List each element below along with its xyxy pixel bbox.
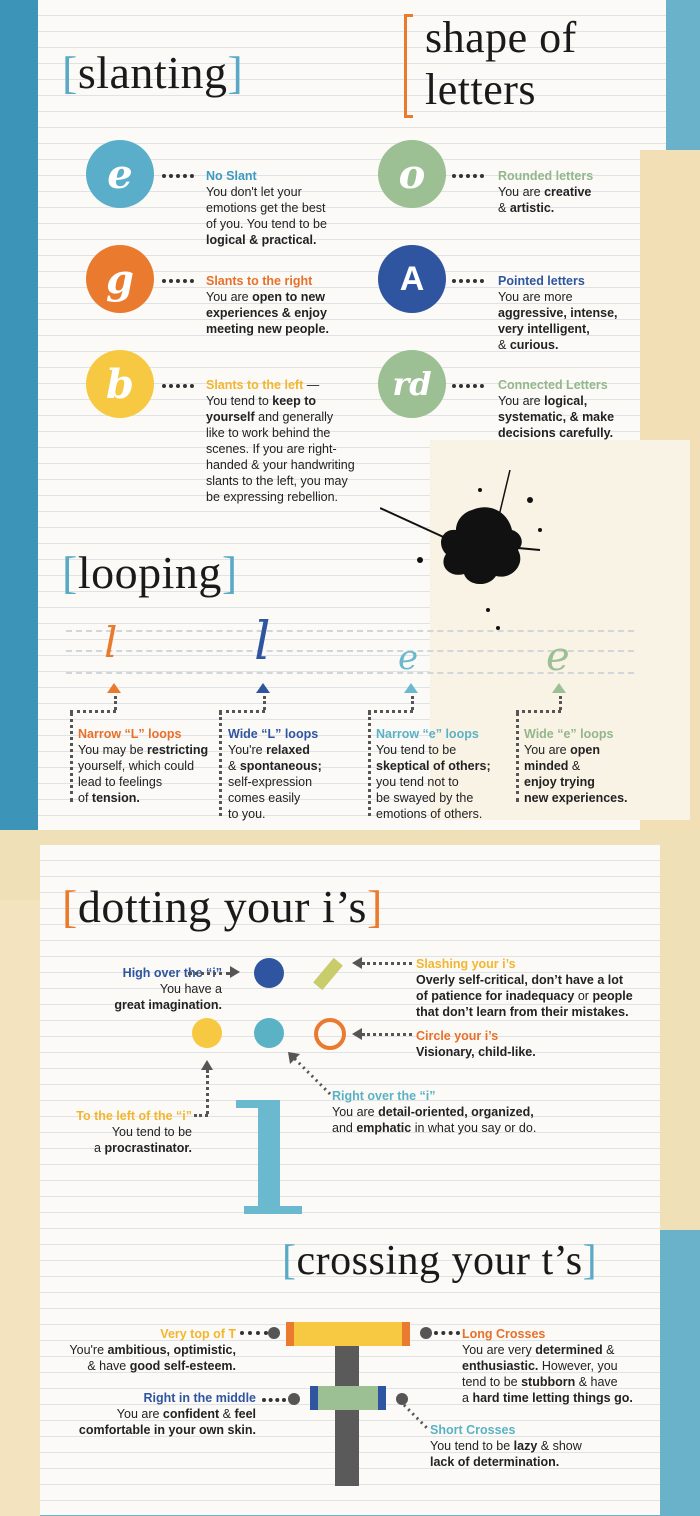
background-paper-lower-left xyxy=(0,900,40,1516)
short-crosses-connector xyxy=(400,1403,432,1433)
wide-e-glyph: e xyxy=(546,634,570,680)
dotted-connector xyxy=(411,696,414,710)
narrow-e-glyph: e xyxy=(398,638,419,678)
long-crosses-desc: Long Crosses You are very determined & enthusiastic. However, you tend to be stubborn & have a hard time letting things go. xyxy=(462,1327,633,1405)
dotted-connector xyxy=(263,696,266,710)
very-top-desc: Very top of T You're ambitious, optimistic, & have good self-esteem. xyxy=(69,1327,236,1373)
shape-connected-desc: Connected Letters You are logical, systematic, & make decisions carefully. xyxy=(498,378,615,440)
crossing-heading: [crossing your t’s] xyxy=(282,1238,598,1284)
slanting-heading: [slanting] xyxy=(62,47,244,98)
wide-l-desc: Wide “L” loops You're relaxed & spontaneous; self-expression comes easily to you. xyxy=(228,727,322,821)
dotted-connector xyxy=(240,1331,268,1335)
dotted-connector xyxy=(114,696,117,710)
dotted-connector xyxy=(70,710,116,713)
shape-connected-circle: rd xyxy=(378,350,446,418)
right-in-middle-desc: Right in the middle You are confident & feel comfortable in your own skin. xyxy=(78,1391,256,1437)
circle-dot xyxy=(314,1018,346,1050)
slant-left-desc: Slants to the left — You tend to keep to yourself and generally like to work behind the scenes. If you are right- handed & your handwriting slants to the left, you may be expressing rebellion. xyxy=(206,378,355,504)
right-dot xyxy=(254,1018,284,1048)
narrow-e-desc: Narrow “e” loops You tend to be skeptical of others; you tend not to be swayed by the emotions of others. xyxy=(376,727,491,821)
dotted-connector xyxy=(70,712,73,802)
dotted-connector xyxy=(162,384,194,388)
big-i-glyph xyxy=(236,1100,302,1214)
high-over-i-desc: High over the “i” You have a great imagination. xyxy=(114,966,222,1012)
ink-splat-icon xyxy=(380,460,560,640)
arrow-head-icon xyxy=(352,1028,362,1040)
connector-dot xyxy=(420,1327,432,1339)
dotted-arrow xyxy=(188,972,230,975)
dotted-connector xyxy=(162,174,194,178)
slant-no-slant-circle: e xyxy=(86,140,154,208)
slant-left-circle: b xyxy=(86,350,154,418)
slant-right-circle: g xyxy=(86,245,154,313)
narrow-l-pointer xyxy=(107,683,121,693)
shape-pointed-circle: A xyxy=(378,245,446,313)
right-over-i-desc: Right over the “i” You are detail-oriented, organized, and emphatic in what you say or do. xyxy=(332,1089,537,1135)
dotted-connector xyxy=(452,174,484,178)
dotted-connector xyxy=(219,710,265,713)
t-stem xyxy=(335,1346,359,1486)
dotted-connector xyxy=(262,1398,286,1402)
right-over-arrow xyxy=(286,1050,336,1100)
looping-heading: [looping] xyxy=(62,547,238,598)
short-crosses-desc: Short Crosses You tend to be lazy & show lack of determination. xyxy=(430,1423,582,1469)
shape-rounded-circle: o xyxy=(378,140,446,208)
dotted-connector xyxy=(162,279,194,283)
t-long-cross xyxy=(286,1322,410,1346)
dotting-heading: [dotting your i’s] xyxy=(62,881,383,932)
arrow-head-icon xyxy=(230,966,240,978)
dotted-connector xyxy=(516,712,519,802)
narrow-l-glyph: l xyxy=(104,618,118,667)
left-dot xyxy=(192,1018,222,1048)
wide-e-desc: Wide “e” loops You are open minded & enjoy trying new experiences. xyxy=(524,727,628,805)
dotted-connector xyxy=(559,696,562,710)
dotted-arrow xyxy=(194,1114,208,1117)
left-of-i-desc: To the left of the “i” You tend to be a procrastinator. xyxy=(76,1109,192,1155)
wide-l-glyph: l xyxy=(254,612,271,672)
dotted-connector xyxy=(219,712,222,816)
connector-dot xyxy=(268,1327,280,1339)
dotted-connector xyxy=(516,710,561,713)
slashing-desc: Slashing your i’s Overly self-critical, don’t have a lot of patience for inadequacy or people that don’t learn from their mistakes. xyxy=(416,957,633,1019)
dotted-connector xyxy=(368,710,413,713)
slant-right-desc: Slants to the right You are open to new experiences & enjoy meeting new people. xyxy=(206,274,329,336)
dotted-arrow xyxy=(362,962,412,965)
dotted-connector xyxy=(452,279,484,283)
arrow-head-icon xyxy=(352,957,362,969)
narrow-e-pointer xyxy=(404,683,418,693)
narrow-l-desc: Narrow “L” loops You may be restricting yourself, which could lead to feelings of tension. xyxy=(78,727,209,805)
slant-no-slant-desc: No Slant You don't let your emotions get the best of you. You tend to be logical & practical. xyxy=(206,169,327,247)
t-short-cross xyxy=(310,1386,386,1410)
wide-e-pointer xyxy=(552,683,566,693)
shape-heading-bracket xyxy=(404,14,413,118)
shape-heading: shape of letters xyxy=(425,13,577,114)
dotted-connector xyxy=(434,1331,460,1335)
high-dot xyxy=(254,958,284,988)
shape-rounded-desc: Rounded letters You are creative & artistic. xyxy=(498,169,594,215)
dotted-arrow xyxy=(362,1033,412,1036)
dotted-connector xyxy=(452,384,484,388)
arrow-head-icon xyxy=(201,1060,213,1070)
shape-pointed-desc: Pointed letters You are more aggressive, intense, very intelligent, & curious. xyxy=(498,274,618,352)
wide-l-pointer xyxy=(256,683,270,693)
dotted-arrow xyxy=(206,1070,209,1114)
connector-dot xyxy=(288,1393,300,1405)
circle-desc: Circle your i’s Visionary, child-like. xyxy=(416,1029,536,1059)
dotted-connector xyxy=(368,712,371,816)
